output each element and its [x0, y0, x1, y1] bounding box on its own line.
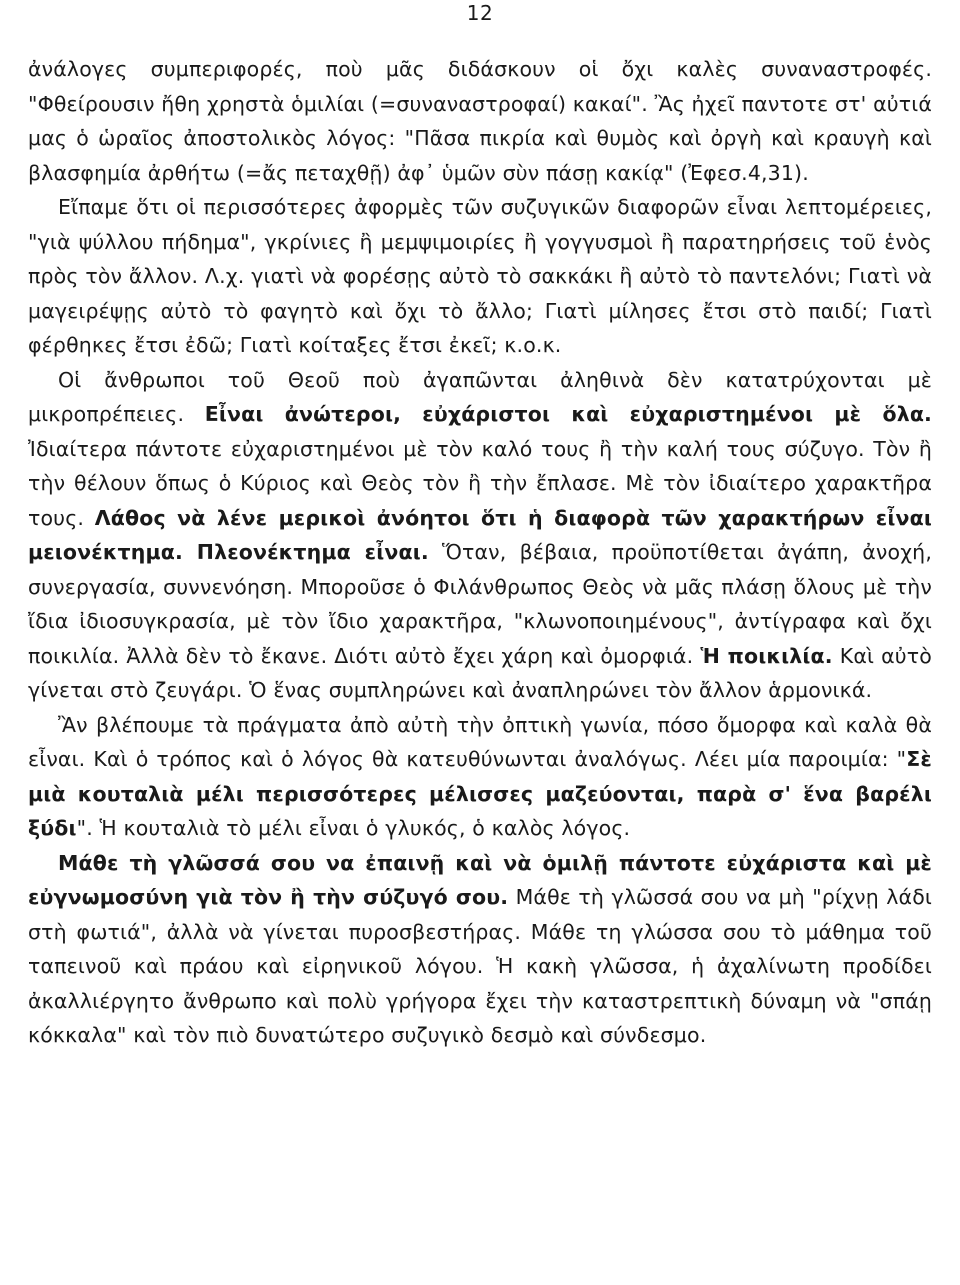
paragraph-3-bold-3: Ἡ ποικιλία. [700, 643, 833, 668]
paragraph-4-text-2: ". Ἡ κουταλιὰ τὸ μέλι εἶναι ὁ γλυκός, ὁ καλὸς λόγος. [76, 816, 631, 840]
paragraph-3-bold-1: Εἶναι ἀνώτεροι, εὐχάριστοι καὶ εὐχαριστημένοι μὲ ὅλα. [204, 402, 932, 426]
paragraph-1 [28, 52, 932, 190]
paragraph-2-text: Εἴπαμε ὅτι οἱ περισσότερες ἀφορμὲς τῶν συζυγικῶν διαφορῶν εἶναι λεπτομέρειες, "γιὰ ψύλλου πήδημα", γκρίνιες ἢ μεμψιμοιρίες ἢ γογγυσμοὶ ἢ παρατηρήσεις τοῦ ἑνὸς πρὸς τὸν ἄλλον. Λ.χ. γιατὶ νὰ φορέσῃς αὐτὸ τὸ σακκάκι ἢ αὐτὸ τὸ παντελόνι; Γιατὶ νὰ μαγειρέψῃς αὐτὸ τὸ φαγητὸ καὶ ὄχι τὸ ἄλλο; Γιατὶ μίλησες ἔτσι στὸ παιδί; Γιατὶ φέρθηκες ἔτσι ἐδῶ; Γιατὶ κοίταξες ἔτσι ἐκεῖ; κ.ο.κ. [28, 195, 932, 357]
paragraph-3 [28, 363, 932, 708]
paragraph-3-text-3: Ὅταν, βέβαια, προϋποτίθεται ἀγάπη, ἀνοχή, συνεργασία, συννενόηση. Μποροῦσε ὁ Φιλάνθρωπος Θεὸς νὰ μᾶς πλάσῃ ὅλους μὲ τὴν ἴδια ἰδιοσυγκρασία, μὲ τὸν ἴδιο χαρακτῆρα, "κλωνοποιημένους", ἀντίγραφα καὶ ὄχι ποικιλία. Ἀλλὰ δὲν τὸ ἔκανε. Διότι αὐτὸ ἔχει χάρη καὶ ὀμορφιά. [28, 540, 932, 668]
paragraph-5-bold-1: Μάθε τὴ γλῶσσά σου να ἐπαινῇ καὶ νὰ ὁμιλῇ πάντοτε εὐχάριστα καὶ μὲ εὐγνωμοσύνη γιὰ τὸν ἢ τὴν σύζυγό σου. [28, 850, 932, 909]
paragraph-5 [28, 846, 932, 1053]
page-number [0, 0, 960, 26]
paragraph-5-text-1: Μάθε τὴ γλῶσσά σου να μὴ "ρίχνῃ λάδι στὴ φωτιά", ἀλλὰ νὰ γίνεται πυροσβεστήρας. Μάθε τη γλώσσα σου τὸ μάθημα τοῦ ταπεινοῦ καὶ πράου καὶ εἰρηνικοῦ λόγου. Ἡ κακὴ γλῶσσα, ἡ ἀχαλίνωτη προδίδει ἀκαλλιέργητο ἄνθρωπο καὶ πολὺ γρήγορα ἔχει τὴν καταστρεπτικὴ δύναμη νὰ "σπάῃ κόκκαλα" καὶ τὸν πιὸ δυνατώτερο συζυγικὸ δεσμὸ καὶ σύνδεσμο. [28, 885, 932, 1047]
page-number-text: 12 [466, 1, 494, 25]
document-body [28, 52, 932, 1053]
paragraph-3-bold-2: Λάθος νὰ λένε μερικοὶ ἀνόητοι ὅτι ἡ διαφορὰ τῶν χαρακτήρων εἶναι μειονέκτημα. Πλεονέκτημα εἶναι. [28, 505, 932, 564]
paragraph-3-text-4: Καὶ αὐτὸ γίνεται στὸ ζευγάρι. Ὁ ἕνας συμπληρώνει καὶ ἀναπληρώνει τὸν ἄλλον ἁρμονικά. [28, 643, 932, 702]
paragraph-1-text: ἀνάλογες συμπεριφορές, ποὺ μᾶς διδάσκουν οἱ ὄχι καλὲς συναναστροφές. "Φθείρουσιν ἤθη χρηστὰ ὁμιλίαι (=συναναστροφαί) κακαί". Ἂς ἠχεῖ παντοτε στ' αὐτιά μας ὁ ὡραῖος ἀποστολικὸς λόγος: "Πᾶσα πικρία καὶ θυμὸς καὶ ὀργὴ καὶ κραυγὴ καὶ βλασφημία ἀρθήτω (=ἄς πεταχθῇ) ἀφ᾿ ὑμῶν σὺν πάσῃ κακίᾳ" (Ἐφεσ.4,31). [28, 57, 933, 185]
paragraph-3-text-1: Οἱ ἄνθρωποι τοῦ Θεοῦ ποὺ ἀγαπῶνται ἀληθινὰ δὲν κατατρύχονται μὲ μικροπρέπειες. [28, 367, 932, 426]
paragraph-4-text-1: Ἂν βλέπουμε τὰ πράγματα ἀπὸ αὐτὴ τὴν ὀπτικὴ γωνία, πόσο ὄμορφα καὶ καλὰ θὰ εἶναι. Καὶ ὁ τρόπος καὶ ὁ λόγος θὰ κατευθύνωνται ἀναλόγως. Λέει μία παροιμία: " [28, 712, 932, 771]
paragraph-4 [28, 708, 932, 846]
paragraph-4-proverb: Σὲ μιὰ κουταλιὰ μέλι περισσότερες μέλισσες μαζεύονται, παρὰ σ' ἕνα βαρέλι ξύδι [28, 747, 932, 840]
paragraph-3-text-2: Ἰδιαίτερα πάντοτε εὐχαριστημένοι μὲ τὸν καλό τους ἢ τὴν καλή τους σύζυγο. Τὸν ἢ τὴν θέλουν ὅπως ὁ Κύριος καὶ Θεὸς τὸν ἢ τὴν ἔπλασε. Μὲ τὸν ἰδιαίτερο χαρακτῆρα τους. [28, 436, 932, 530]
paragraph-2 [28, 190, 932, 363]
